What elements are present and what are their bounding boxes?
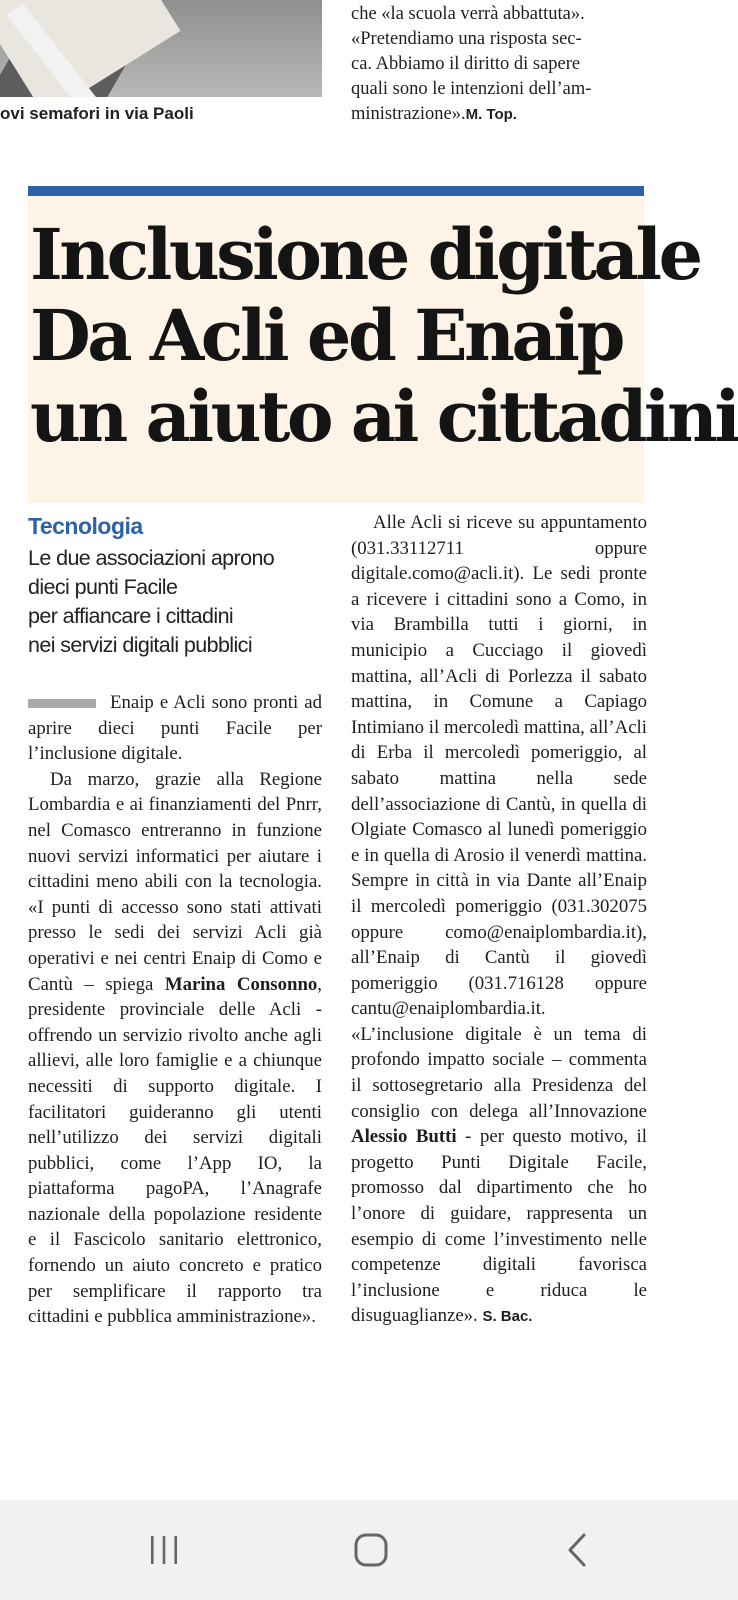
text-line: «Pretendiamo una risposta sec- <box>351 29 582 49</box>
system-navigation-bar <box>0 1500 738 1600</box>
article-column-2 <box>351 510 647 1330</box>
summary-line: Le due associazioni aprono <box>28 546 275 570</box>
headline-line: un aiuto ai cittadini <box>30 375 738 458</box>
previous-article-ending <box>351 2 646 127</box>
article-column-1 <box>28 690 322 1330</box>
paragraph-text: Alle Acli si riceve su appuntamento (031.33112711 oppure digitale.como@acli.it). Le sedi pronte a ricevere i cittadini sono a Como, in via Brambilla tutti i giorni, in municipio a Cucciago il giovedì mattina, all’Acli di Porlezza il sabato mattina, in Comune a Capiago Intimiano il mercoledì mattina, all’Acli di Erba il mercoledì pomeriggio, al sabato mattina nella sede dell’associazione di Cantù, in quella di Olgiate Comasco al lunedì pomeriggio e in quella di Arosio il venerdì mattina. Sempre in città in via Dante all’Enaip il mercoledì pomeriggio (031.302075 oppure como@enaiplombardia.it), all’Enaip di Cantù il giovedì pomeriggio (031.716128 oppure cantu@enaiplombardia.it. «L’inclusione digitale è un tema di profondo impatto sociale – commenta il sottosegretario alla Presidenza del consiglio con delega all’Innovazione <box>351 512 647 1122</box>
recents-button[interactable] <box>104 1500 224 1600</box>
home-button[interactable] <box>311 1500 431 1600</box>
paragraph <box>28 690 322 767</box>
headline-line: Da Acli ed Enaip <box>30 294 622 377</box>
paragraph-text: , presidente provinciale delle Acli - offrendo un servizio rivolto anche agli allievi, alle loro famiglie e a chiunque necessiti di supporto digitale. I facilitatori guideranno gli utenti nell’utilizzo dei servizi digitali pubblici, come l’App IO, la piattaforma pagoPA, l’Anagrafe nazionale della popolazione residente e il Fascicolo sanitario elettronico, fornendo un aiuto concreto e pratico per semplificare il rapporto tra cittadini e pubblica amministrazione». <box>28 973 322 1328</box>
section-kicker: Tecnologia <box>28 513 143 539</box>
person-name: Alessio Butti <box>351 1126 457 1148</box>
headline-box <box>28 196 738 503</box>
text-line: che «la scuola verrà abbattuta». <box>351 4 585 24</box>
lead-marker <box>28 699 96 708</box>
street-photo <box>0 0 322 97</box>
person-name: Marina Consonno <box>164 973 318 995</box>
recent-apps-icon <box>147 1533 181 1567</box>
author-signature: M. Top. <box>465 106 517 123</box>
paragraph-text: Da marzo, grazie alla Regione Lombardia e ai finanziamenti del Pnrr, nel Comasco entreranno in funzione nuovi servizi informatici per aiutare i cittadini meno abili con la tecnologia. «I punti di accesso sono stati attivati presso le sedi dei servizi Acli già operativi e nei centri Enaip di Como e Cantù – spiega <box>28 768 322 995</box>
headline <box>28 196 738 458</box>
text-line <box>351 102 646 127</box>
summary-line: nei servizi digitali pubblici <box>28 633 252 657</box>
photo-caption: ovi semafori in via Paoli <box>0 104 194 123</box>
summary-line: dieci punti Facile <box>28 575 178 599</box>
text-end: ministrazione». <box>351 104 466 124</box>
paragraph <box>28 767 322 1330</box>
section-rule <box>28 186 644 196</box>
text-line: ca. Abbiamo il diritto di sapere <box>351 54 581 74</box>
back-button[interactable] <box>518 1500 638 1600</box>
text-line: quali sono le intenzioni dell’am- <box>351 79 592 99</box>
summary-line: per affiancare i cittadini <box>28 604 234 628</box>
paragraph-text: - per questo motivo, il progetto Punti Digitale Facile, promosso dal dipartimento che ho l’onore di guidare, rappresenta un esempio di come l’investimento nelle competenze digitali favorisca l’inclusione e riduca le disuguaglianze». <box>351 1126 647 1327</box>
author-signature: S. Bac. <box>482 1308 533 1326</box>
home-icon <box>353 1532 389 1568</box>
article-summary <box>28 544 328 660</box>
paragraph-text: Enaip e Acli sono pronti ad aprire dieci punti Facile per l’inclusione digitale. <box>28 692 322 765</box>
headline-line: Inclusione digitale <box>30 213 700 296</box>
back-icon <box>563 1532 593 1568</box>
paragraph <box>351 510 647 1330</box>
